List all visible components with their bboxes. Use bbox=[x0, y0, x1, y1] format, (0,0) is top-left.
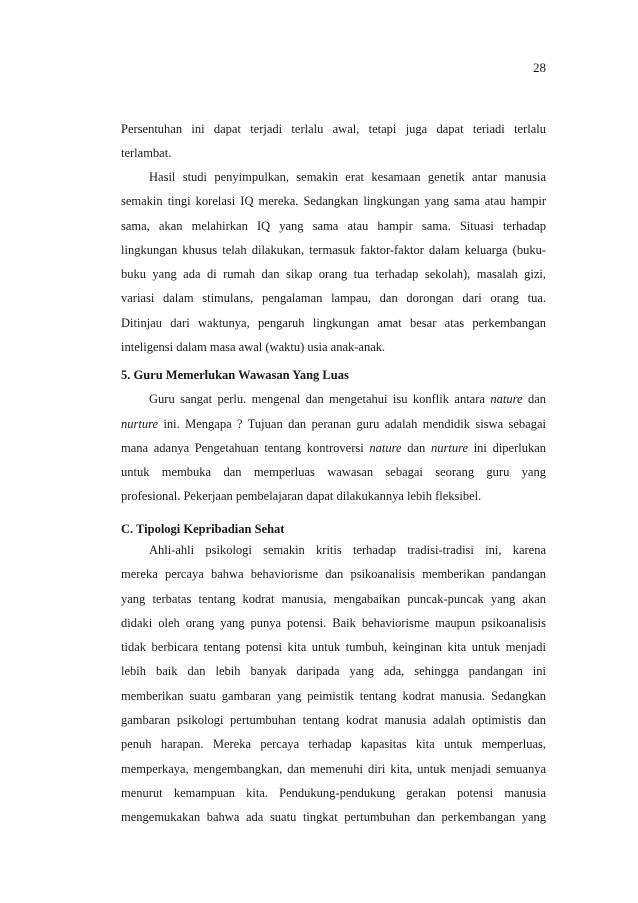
text-line: terlambat. bbox=[121, 146, 172, 161]
text-line: buku yang ada di rumah dan sikap orang tua terhadap sekolah), masalah gizi, bbox=[121, 267, 546, 282]
text-line: menurut kemampuan kita. Pendukung-pendukung gerakan potensi manusia bbox=[121, 785, 546, 800]
text-line: sama, akan melahirkan IQ yang sama atau hampir sama. Situasi terhadap bbox=[121, 218, 546, 233]
section-heading: 5. Guru Memerlukan Wawasan Yang Luas bbox=[121, 368, 349, 382]
text-line: memperkaya, mengembangkan, dan memenuhi diri kita, untuk menjadi semuanya bbox=[121, 761, 546, 776]
text-line: variasi dalam stimulans, pengalaman lampau, dan dorongan dari orang tua. bbox=[121, 291, 546, 306]
text-line: untuk membuka dan memperluas wawasan sebagai seorang guru yang bbox=[121, 465, 546, 480]
text-line: mereka percaya bahwa behaviorisme dan psikoanalisis memberikan pandangan bbox=[121, 567, 546, 582]
text-line: penuh harapan. Mereka percaya terhadap kapasitas kita untuk memperluas, bbox=[121, 737, 546, 752]
text-line: mana adanya Pengetahuan tentang kontroversi nature dan nurture ini diperlukan bbox=[121, 440, 547, 455]
text-line: memberikan suatu gambaran yang peimistik tentang kodrat manusia. Sedangkan bbox=[121, 688, 546, 703]
paragraph-continuation bbox=[121, 117, 546, 166]
text-line: mengemukakan bahwa ada suatu tingkat pertumbuhan dan perkembangan yang bbox=[121, 810, 546, 825]
text-line: inteligensi dalam masa awal (waktu) usia anak-anak. bbox=[121, 340, 386, 355]
text-line: tidak berbicara tentang potensi kita untuk tumbuh, keinginan kita untuk menjadi bbox=[121, 640, 546, 655]
text-line: Persentuhan ini dapat terjadi terlalu awal, tetapi juga dapat teriadi terlalu bbox=[121, 122, 546, 136]
text-line: profesional. Pekerjaan pembelajaran dapat dilakukannya lebih fleksibel. bbox=[121, 489, 482, 504]
text-line: lebih baik dan lebih banyak daripada yang ada, sehingga pandangan ini bbox=[121, 664, 546, 679]
text-line: lingkungan khusus telah dilakukan, termasuk faktor-faktor dalam keluarga (buku- bbox=[121, 242, 546, 257]
text-line: semakin tingi korelasi IQ mereka. Sedangkan lingkungan yang sama atau hampir bbox=[121, 194, 546, 209]
text-line: Guru sangat perlu. mengenal dan mengetahui isu konflik antara nature dan bbox=[149, 392, 547, 407]
text-line: Ditinjau dari waktunya, pengaruh lingkungan amat besar atas perkembangan bbox=[121, 315, 546, 330]
text-line: yang terbatas tentang kodrat manusia, mengabaikan puncak-puncak yang akan bbox=[121, 591, 546, 606]
italic-term: nature bbox=[369, 440, 402, 455]
paragraph-genetics bbox=[121, 165, 546, 359]
section-5 bbox=[121, 363, 546, 509]
italic-term: nurture bbox=[121, 416, 159, 431]
italic-term: nurture bbox=[430, 440, 469, 455]
text-line: gambaran psikologi pertumbuhan tentang kodrat manusia adalah optimistis dan bbox=[121, 713, 546, 728]
text-line: Hasil studi penyimpulkan, semakin erat kesamaan genetik antar manusia bbox=[149, 170, 546, 184]
text-line: Ahli-ahli psikologi semakin kritis terhadap tradisi-tradisi ini, karena bbox=[149, 543, 546, 557]
text-line: nurture ini. Mengapa ? Tujuan dan peranan guru adalah mendidik siswa sebagai bbox=[121, 416, 547, 431]
italic-term: nature bbox=[490, 392, 523, 407]
page-number: 28 bbox=[533, 60, 546, 75]
section-c bbox=[121, 520, 546, 830]
section-heading: C. Tipologi Kepribadian Sehat bbox=[121, 522, 285, 536]
text-line: didaki oleh orang yang punya potensi. Baik behaviorisme maupun psikoanalisis bbox=[121, 615, 546, 630]
